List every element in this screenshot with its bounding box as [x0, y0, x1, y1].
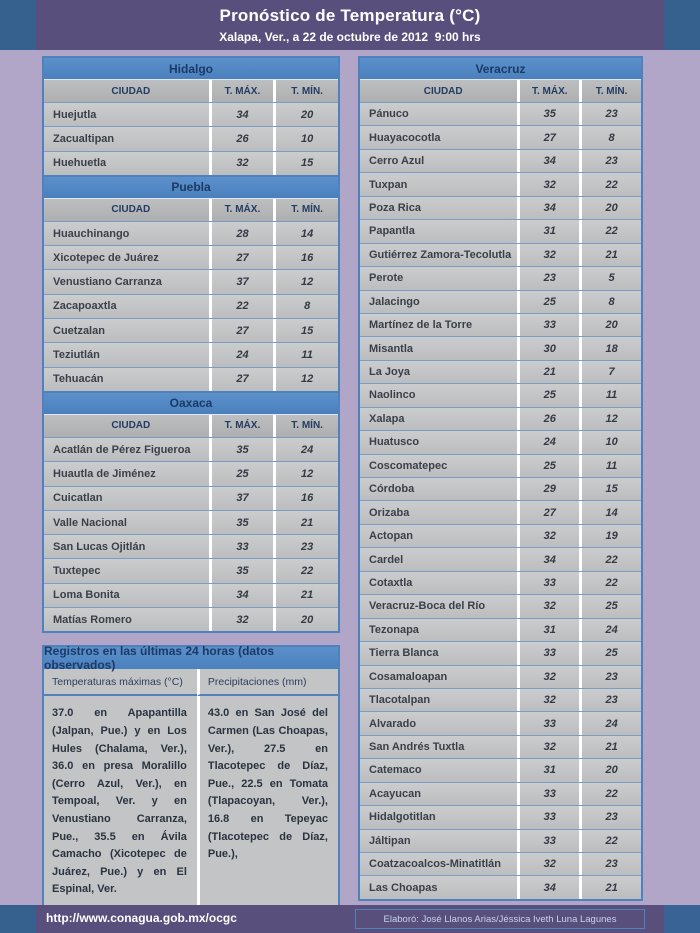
- tmin-cell: 22: [579, 572, 641, 594]
- table-row: [44, 151, 338, 175]
- table-row: [44, 486, 338, 510]
- column-header-tmax: T. MÁX.: [517, 80, 579, 102]
- state-table-puebla: [42, 175, 340, 393]
- tmin-cell: 24: [579, 619, 641, 641]
- table-row: [44, 510, 338, 534]
- tmin-cell: 23: [579, 853, 641, 875]
- tmin-cell: 23: [579, 103, 641, 125]
- observed-records-title: Registros en las últimas 24 horas (datos observados): [44, 647, 338, 669]
- city-cell: Venustiano Carranza: [53, 276, 162, 289]
- tmax-cell: 35: [517, 103, 579, 125]
- tmin-cell: 24: [579, 712, 641, 734]
- city-cell: Cosamaloapan: [369, 670, 448, 683]
- tmin-cell: 22: [579, 830, 641, 852]
- corner-block-bottom-right: [664, 905, 700, 933]
- table-row: [44, 534, 338, 558]
- table-row: [360, 805, 641, 828]
- column-header-tmax: T. MÁX.: [209, 80, 274, 102]
- tmin-cell: 20: [579, 759, 641, 781]
- city-cell: Tuxtepec: [53, 565, 101, 578]
- tmax-cell: 32: [517, 736, 579, 758]
- column-header-ciudad: CIUDAD: [111, 85, 151, 97]
- city-cell: Acayucan: [369, 787, 421, 800]
- tmin-cell: 24: [273, 438, 338, 461]
- city-cell: Zacualtipan: [53, 132, 115, 145]
- column-header-ciudad: CIUDAD: [111, 204, 151, 216]
- city-cell: Coatzacoalcos-Minatitlán: [369, 858, 502, 871]
- city-cell: Cardel: [369, 553, 404, 566]
- table-row: [360, 875, 641, 898]
- table-row: [44, 294, 338, 318]
- table-row: [360, 735, 641, 758]
- city-cell: Naolinco: [369, 389, 416, 402]
- tmin-cell: 23: [579, 806, 641, 828]
- table-row: [44, 607, 338, 631]
- precipitation-text: 43.0 en San José del Carmen (Las Choapas, Ver.), 27.5 en Tlacotepec de Díaz, Pue., 22.5 en Tomata (Tlapacoyan, Ver.), 16.8 en Tepeyac (Tlacotepec de Díaz, Pue.),: [197, 696, 338, 911]
- city-cell: Hidalgotitlan: [369, 811, 436, 824]
- table-row: [360, 500, 641, 523]
- tmax-cell: 34: [517, 876, 579, 898]
- table-header-row: [44, 199, 338, 221]
- tmax-cell: 34: [517, 150, 579, 172]
- precipitation-header: Precipitaciones (mm): [197, 669, 338, 696]
- tmax-cell: 32: [517, 595, 579, 617]
- city-cell: Loma Bonita: [53, 589, 120, 602]
- table-row: [44, 318, 338, 342]
- city-cell: Poza Rica: [369, 201, 421, 214]
- table-row: [44, 461, 338, 485]
- table-row: [360, 758, 641, 781]
- tmax-cell: 35: [209, 511, 274, 534]
- column-header-tmin: T. MÍN.: [273, 80, 338, 102]
- column-header-ciudad: CIUDAD: [111, 420, 151, 432]
- table-row: [360, 711, 641, 734]
- tmin-cell: 12: [579, 408, 641, 430]
- table-row: [360, 149, 641, 172]
- tmax-cell: 33: [517, 314, 579, 336]
- column-header-tmin: T. MÍN.: [273, 415, 338, 437]
- table-header-row: [44, 415, 338, 437]
- table-row: [360, 360, 641, 383]
- city-cell: Córdoba: [369, 483, 415, 496]
- tmin-cell: 22: [273, 559, 338, 582]
- table-row: [360, 196, 641, 219]
- tmin-cell: 8: [579, 291, 641, 313]
- tmin-cell: 11: [273, 343, 338, 366]
- tmin-cell: 16: [273, 487, 338, 510]
- city-cell: Teziutlán: [53, 349, 100, 362]
- tmax-cell: 32: [517, 173, 579, 195]
- tmin-cell: 12: [273, 368, 338, 391]
- tmin-cell: 25: [579, 642, 641, 664]
- max-temps-text: 37.0 en Apapantilla (Jalpan, Pue.) y en Los Hules (Chalama, Ver.), 36.0 en presa Moralillo (Cerro Azul, Ver.), en Tempoal, Ver. y en Venustiano Carranza, Pue., 35.5 en Ávila Camacho (Xicotepec de Juárez, Pue.) y en El Espinal, Ver.: [52, 707, 187, 896]
- city-cell: La Joya: [369, 366, 410, 379]
- table-header-row: [360, 80, 641, 102]
- max-temps-header: Temperaturas máximas (°C): [44, 669, 197, 696]
- column-header-tmin: T. MÍN.: [579, 80, 641, 102]
- table-row: [360, 336, 641, 359]
- table-row: [360, 852, 641, 875]
- city-cell: Huehuetla: [53, 157, 107, 170]
- city-cell: Xalapa: [369, 412, 405, 425]
- tmax-cell: 31: [517, 220, 579, 242]
- tmax-cell: 32: [517, 666, 579, 688]
- table-row: [44, 583, 338, 607]
- city-cell: San Andrés Tuxtla: [369, 741, 465, 754]
- corner-block-bottom-left: [0, 905, 36, 933]
- table-row: [44, 245, 338, 269]
- table-body: [44, 102, 338, 175]
- city-cell: Tezonapa: [369, 623, 419, 636]
- city-cell: Gutiérrez Zamora-Tecolutla: [369, 248, 512, 261]
- city-cell: Zacapoaxtla: [53, 300, 117, 313]
- tmax-cell: 32: [209, 152, 274, 175]
- tmax-cell: 32: [517, 525, 579, 547]
- state-table-hidalgo: [42, 56, 340, 177]
- corner-block-top-left: [0, 0, 36, 50]
- tmin-cell: 14: [273, 222, 338, 245]
- tmax-cell: 27: [517, 126, 579, 148]
- page-title: Pronóstico de Temperatura (°C): [219, 6, 481, 25]
- tmin-cell: 11: [579, 455, 641, 477]
- tmax-cell: 33: [517, 806, 579, 828]
- tmax-cell: 35: [209, 438, 274, 461]
- table-header-row: [44, 80, 338, 102]
- table-row: [360, 547, 641, 570]
- tmax-cell: 29: [517, 478, 579, 500]
- table-title: Hidalgo: [44, 58, 338, 80]
- city-cell: Martínez de la Torre: [369, 319, 473, 332]
- tmin-cell: 16: [273, 246, 338, 269]
- right-column: [358, 56, 643, 901]
- table-row: [44, 126, 338, 150]
- left-column: [42, 56, 340, 933]
- city-cell: Perote: [369, 272, 404, 285]
- tmin-cell: 21: [579, 736, 641, 758]
- table-row: [44, 437, 338, 461]
- table-row: [360, 407, 641, 430]
- tmax-cell: 27: [209, 368, 274, 391]
- tmax-cell: 33: [517, 712, 579, 734]
- table-row: [360, 641, 641, 664]
- table-row: [360, 243, 641, 266]
- column-header-tmin: T. MÍN.: [273, 199, 338, 221]
- city-cell: Papantla: [369, 225, 415, 238]
- city-cell: Huauchinango: [53, 227, 130, 240]
- tmin-cell: 18: [579, 337, 641, 359]
- city-cell: Tehuacán: [53, 373, 104, 386]
- tmax-cell: 34: [209, 584, 274, 607]
- tmin-cell: 21: [579, 876, 641, 898]
- observed-records-grid: [44, 669, 338, 911]
- tmax-cell: 26: [209, 127, 274, 150]
- column-header-tmax: T. MÁX.: [209, 199, 274, 221]
- tmax-cell: 27: [209, 319, 274, 342]
- table-row: [44, 367, 338, 391]
- city-cell: Jáltipan: [369, 834, 411, 847]
- table-row: [44, 269, 338, 293]
- corner-block-top-right: [664, 0, 700, 50]
- table-row: [360, 102, 641, 125]
- tmax-cell: 32: [517, 853, 579, 875]
- tmax-cell: 33: [517, 642, 579, 664]
- tmin-cell: 15: [579, 478, 641, 500]
- tmax-cell: 24: [209, 343, 274, 366]
- tmin-cell: 23: [579, 150, 641, 172]
- tmax-cell: 25: [209, 462, 274, 485]
- tmax-cell: 32: [209, 608, 274, 631]
- city-cell: San Lucas Ojitlán: [53, 540, 146, 553]
- tmax-cell: 25: [517, 384, 579, 406]
- tmax-cell: 27: [209, 246, 274, 269]
- table-row: [360, 477, 641, 500]
- city-cell: Tuxpan: [369, 178, 408, 191]
- tmin-cell: 22: [579, 173, 641, 195]
- city-cell: Catemaco: [369, 764, 422, 777]
- city-cell: Cotaxtla: [369, 576, 413, 589]
- tmin-cell: 5: [579, 267, 641, 289]
- credit-box: [355, 909, 645, 929]
- tmin-cell: 20: [273, 103, 338, 126]
- tmax-cell: 33: [517, 830, 579, 852]
- table-row: [360, 313, 641, 336]
- tmax-cell: 34: [517, 548, 579, 570]
- city-cell: Matías Romero: [53, 613, 132, 626]
- tmax-cell: 37: [209, 270, 274, 293]
- tmax-cell: 30: [517, 337, 579, 359]
- tmax-cell: 26: [517, 408, 579, 430]
- table-row: [360, 454, 641, 477]
- tmin-cell: 22: [579, 783, 641, 805]
- table-row: [44, 342, 338, 366]
- table-row: [360, 782, 641, 805]
- city-cell: Actopan: [369, 530, 413, 543]
- tmax-cell: 34: [209, 103, 274, 126]
- tmin-cell: 12: [273, 270, 338, 293]
- tmax-cell: 27: [517, 501, 579, 523]
- credit-text: Elaboró: José Llanos Arias/Jéssica Iveth Luna Lagunes: [383, 913, 617, 925]
- table-row: [360, 524, 641, 547]
- tmin-cell: 10: [579, 431, 641, 453]
- tmax-cell: 31: [517, 619, 579, 641]
- table-row: [360, 383, 641, 406]
- tmax-cell: 22: [209, 295, 274, 318]
- tmin-cell: 10: [273, 127, 338, 150]
- tmax-cell: 34: [517, 197, 579, 219]
- table-row: [360, 290, 641, 313]
- city-cell: Las Choapas: [369, 881, 438, 894]
- table-row: [360, 571, 641, 594]
- page-subtitle: Xalapa, Ver., a 22 de octubre de 2012 9:00 hrs: [219, 30, 481, 44]
- table-title: Veracruz: [360, 58, 641, 80]
- table-row: [360, 665, 641, 688]
- tmax-cell: 21: [517, 361, 579, 383]
- city-cell: Tierra Blanca: [369, 647, 439, 660]
- tmin-cell: 23: [273, 535, 338, 558]
- tmax-cell: 28: [209, 222, 274, 245]
- tmin-cell: 23: [579, 689, 641, 711]
- tmin-cell: 7: [579, 361, 641, 383]
- tmax-cell: 25: [517, 291, 579, 313]
- table-row: [360, 594, 641, 617]
- tmax-cell: 33: [517, 783, 579, 805]
- tmax-cell: 35: [209, 559, 274, 582]
- observed-records-box: [42, 645, 340, 913]
- table-title: Puebla: [44, 177, 338, 199]
- tmin-cell: 20: [273, 608, 338, 631]
- tmin-cell: 20: [579, 314, 641, 336]
- tmax-cell: 32: [517, 689, 579, 711]
- conagua-url-link[interactable]: http://www.conagua.gob.mx/ocgc: [46, 911, 237, 925]
- tmax-cell: 33: [517, 572, 579, 594]
- table-row: [360, 219, 641, 242]
- tmin-cell: 21: [273, 584, 338, 607]
- tmax-cell: 37: [209, 487, 274, 510]
- tmin-cell: 21: [579, 244, 641, 266]
- table-row: [44, 558, 338, 582]
- tmax-cell: 31: [517, 759, 579, 781]
- column-header-ciudad: CIUDAD: [423, 85, 463, 97]
- state-table-veracruz: [358, 56, 643, 901]
- tmin-cell: 22: [579, 548, 641, 570]
- city-cell: Huatusco: [369, 436, 420, 449]
- city-cell: Alvarado: [369, 717, 417, 730]
- city-cell: Huayacocotla: [369, 131, 441, 144]
- table-body: [44, 221, 338, 391]
- city-cell: Valle Nacional: [53, 516, 127, 529]
- city-cell: Coscomatepec: [369, 459, 448, 472]
- table-row: [360, 430, 641, 453]
- tmax-cell: 24: [517, 431, 579, 453]
- city-cell: Cuetzalan: [53, 324, 105, 337]
- footer-banner: [0, 905, 700, 933]
- city-cell: Pánuco: [369, 108, 409, 121]
- tmin-cell: 15: [273, 152, 338, 175]
- city-cell: Tlacotalpan: [369, 694, 431, 707]
- state-table-oaxaca: [42, 391, 340, 633]
- table-title: Oaxaca: [44, 393, 338, 415]
- city-cell: Huautla de Jiménez: [53, 467, 156, 480]
- table-row: [360, 125, 641, 148]
- tmin-cell: 25: [579, 595, 641, 617]
- tmin-cell: 19: [579, 525, 641, 547]
- tmin-cell: 21: [273, 511, 338, 534]
- city-cell: Orizaba: [369, 506, 410, 519]
- column-header-tmax: T. MÁX.: [209, 415, 274, 437]
- tmin-cell: 11: [579, 384, 641, 406]
- table-row: [44, 221, 338, 245]
- city-cell: Cuicatlan: [53, 492, 103, 505]
- tmin-cell: 12: [273, 462, 338, 485]
- tmin-cell: 14: [579, 501, 641, 523]
- city-cell: Cerro Azul: [369, 155, 425, 168]
- table-body: [360, 102, 641, 899]
- tmin-cell: 22: [579, 220, 641, 242]
- table-row: [44, 102, 338, 126]
- city-cell: Jalacingo: [369, 295, 420, 308]
- tmax-cell: 33: [209, 535, 274, 558]
- tmin-cell: 23: [579, 666, 641, 688]
- table-row: [360, 688, 641, 711]
- city-cell: Xicotepec de Juárez: [53, 251, 159, 264]
- tmin-cell: 15: [273, 319, 338, 342]
- tmin-cell: 20: [579, 197, 641, 219]
- city-cell: Misantla: [369, 342, 414, 355]
- table-row: [360, 618, 641, 641]
- table-row: [360, 829, 641, 852]
- table-row: [360, 172, 641, 195]
- table-body: [44, 437, 338, 631]
- tmin-cell: 8: [579, 126, 641, 148]
- table-row: [360, 266, 641, 289]
- city-cell: Acatlán de Pérez Figueroa: [53, 443, 191, 456]
- tmin-cell: 8: [273, 295, 338, 318]
- city-cell: Huejutla: [53, 108, 97, 121]
- tmax-cell: 23: [517, 267, 579, 289]
- city-cell: Veracruz-Boca del Río: [369, 600, 486, 613]
- tmax-cell: 25: [517, 455, 579, 477]
- tmax-cell: 32: [517, 244, 579, 266]
- header-banner: [0, 0, 700, 50]
